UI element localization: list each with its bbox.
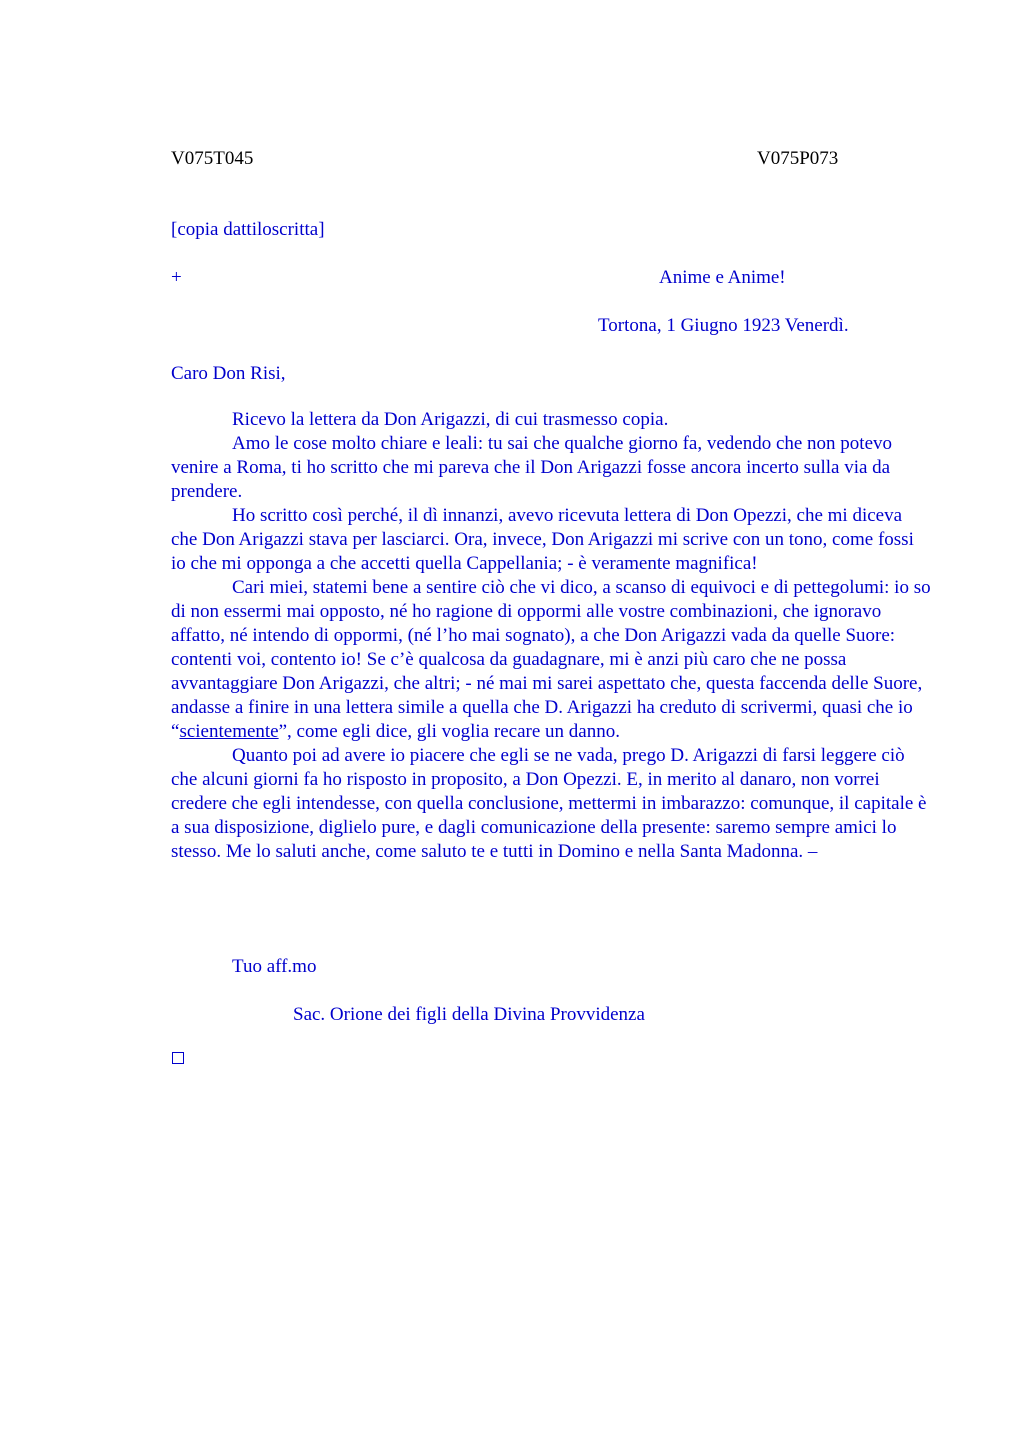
letter-motto: Anime e Anime! [659, 267, 786, 288]
paragraph-3: Ho scritto così perché, il dì innanzi, avevo ricevuta lettera di Don Opezzi, che mi diceva che Don Arigazzi stava per lasciarci. Ora, invece, Don Arigazzi mi scrive con un tono, come fossi io che mi opponga a che accetti quella Cappellania; - è veramente magnifica! [171, 505, 914, 574]
paragraph-2: Amo le cose molto chiare e leali: tu sai che qualche giorno fa, vedendo che non potevo venire a Roma, ti ho scritto che mi pareva che il Don Arigazzi fosse ancora incerto sulla via da prendere. [171, 433, 893, 502]
paragraph-4-text-start: Cari miei, statemi bene a sentire ciò che vi dico, a scanso di equivoci e di pettegolumi: io so di non essermi mai opposto, né ho ragione di oppormi alle vostre combinazioni, che ignoravo affatto, né intendo di oppormi, (né l’ho mai sognato), a che Don Arigazzi vada da quelle Suore: contenti voi, contento io! Se c’è qualcosa da guadagnare, mi è anzi più caro che ne possa avvantaggiare Don Arigazzi, che altri; - né mai mi sarei aspettato che, questa faccenda delle Suore, andasse a finire in una lettera simile a quella che D. Arigazzi ha creduto di scrivermi, quasi che io “ [171, 577, 931, 742]
letter-salutation: Caro Don Risi, [171, 363, 286, 384]
paragraph-1: Ricevo la lettera da Don Arigazzi, di cui trasmesso copia. [232, 409, 669, 430]
letter-closing: Tuo aff.mo [232, 956, 317, 977]
paragraph-4-text-end: ”, come egli dice, gli voglia recare un danno. [278, 721, 620, 742]
underlined-word: scientemente [179, 721, 279, 742]
letter-dateline: Tortona, 1 Giugno 1923 Venerdì. [598, 315, 849, 336]
cross-symbol: + [171, 267, 182, 288]
paragraph-5: Quanto poi ad avere io piacere che egli se ne vada, prego D. Arigazzi di farsi leggere ciò che alcuni giorni fa ho risposto in proposito, a Don Opezzi. E, in merito al danaro, non vorrei credere che egli intendesse, con quella conclusione, mettermi in imbarazzo: comunque, il capitale è a sua disposizione, diglielo pure, e dagli comunicazione della presente: saremo sempre amici lo stesso. Me lo saluti anche, come saluto te e tutti in Domino e nella Santa Madonna. – [171, 745, 927, 862]
end-square-icon [172, 1052, 184, 1064]
document-code-right: V075P073 [757, 148, 839, 169]
letter-body [171, 408, 931, 864]
document-code-left: V075T045 [171, 148, 254, 169]
copy-note: [copia dattiloscritta] [171, 219, 325, 240]
paragraph-4 [171, 576, 931, 744]
letter-signature: Sac. Orione dei figli della Divina Provvidenza [293, 1004, 645, 1025]
